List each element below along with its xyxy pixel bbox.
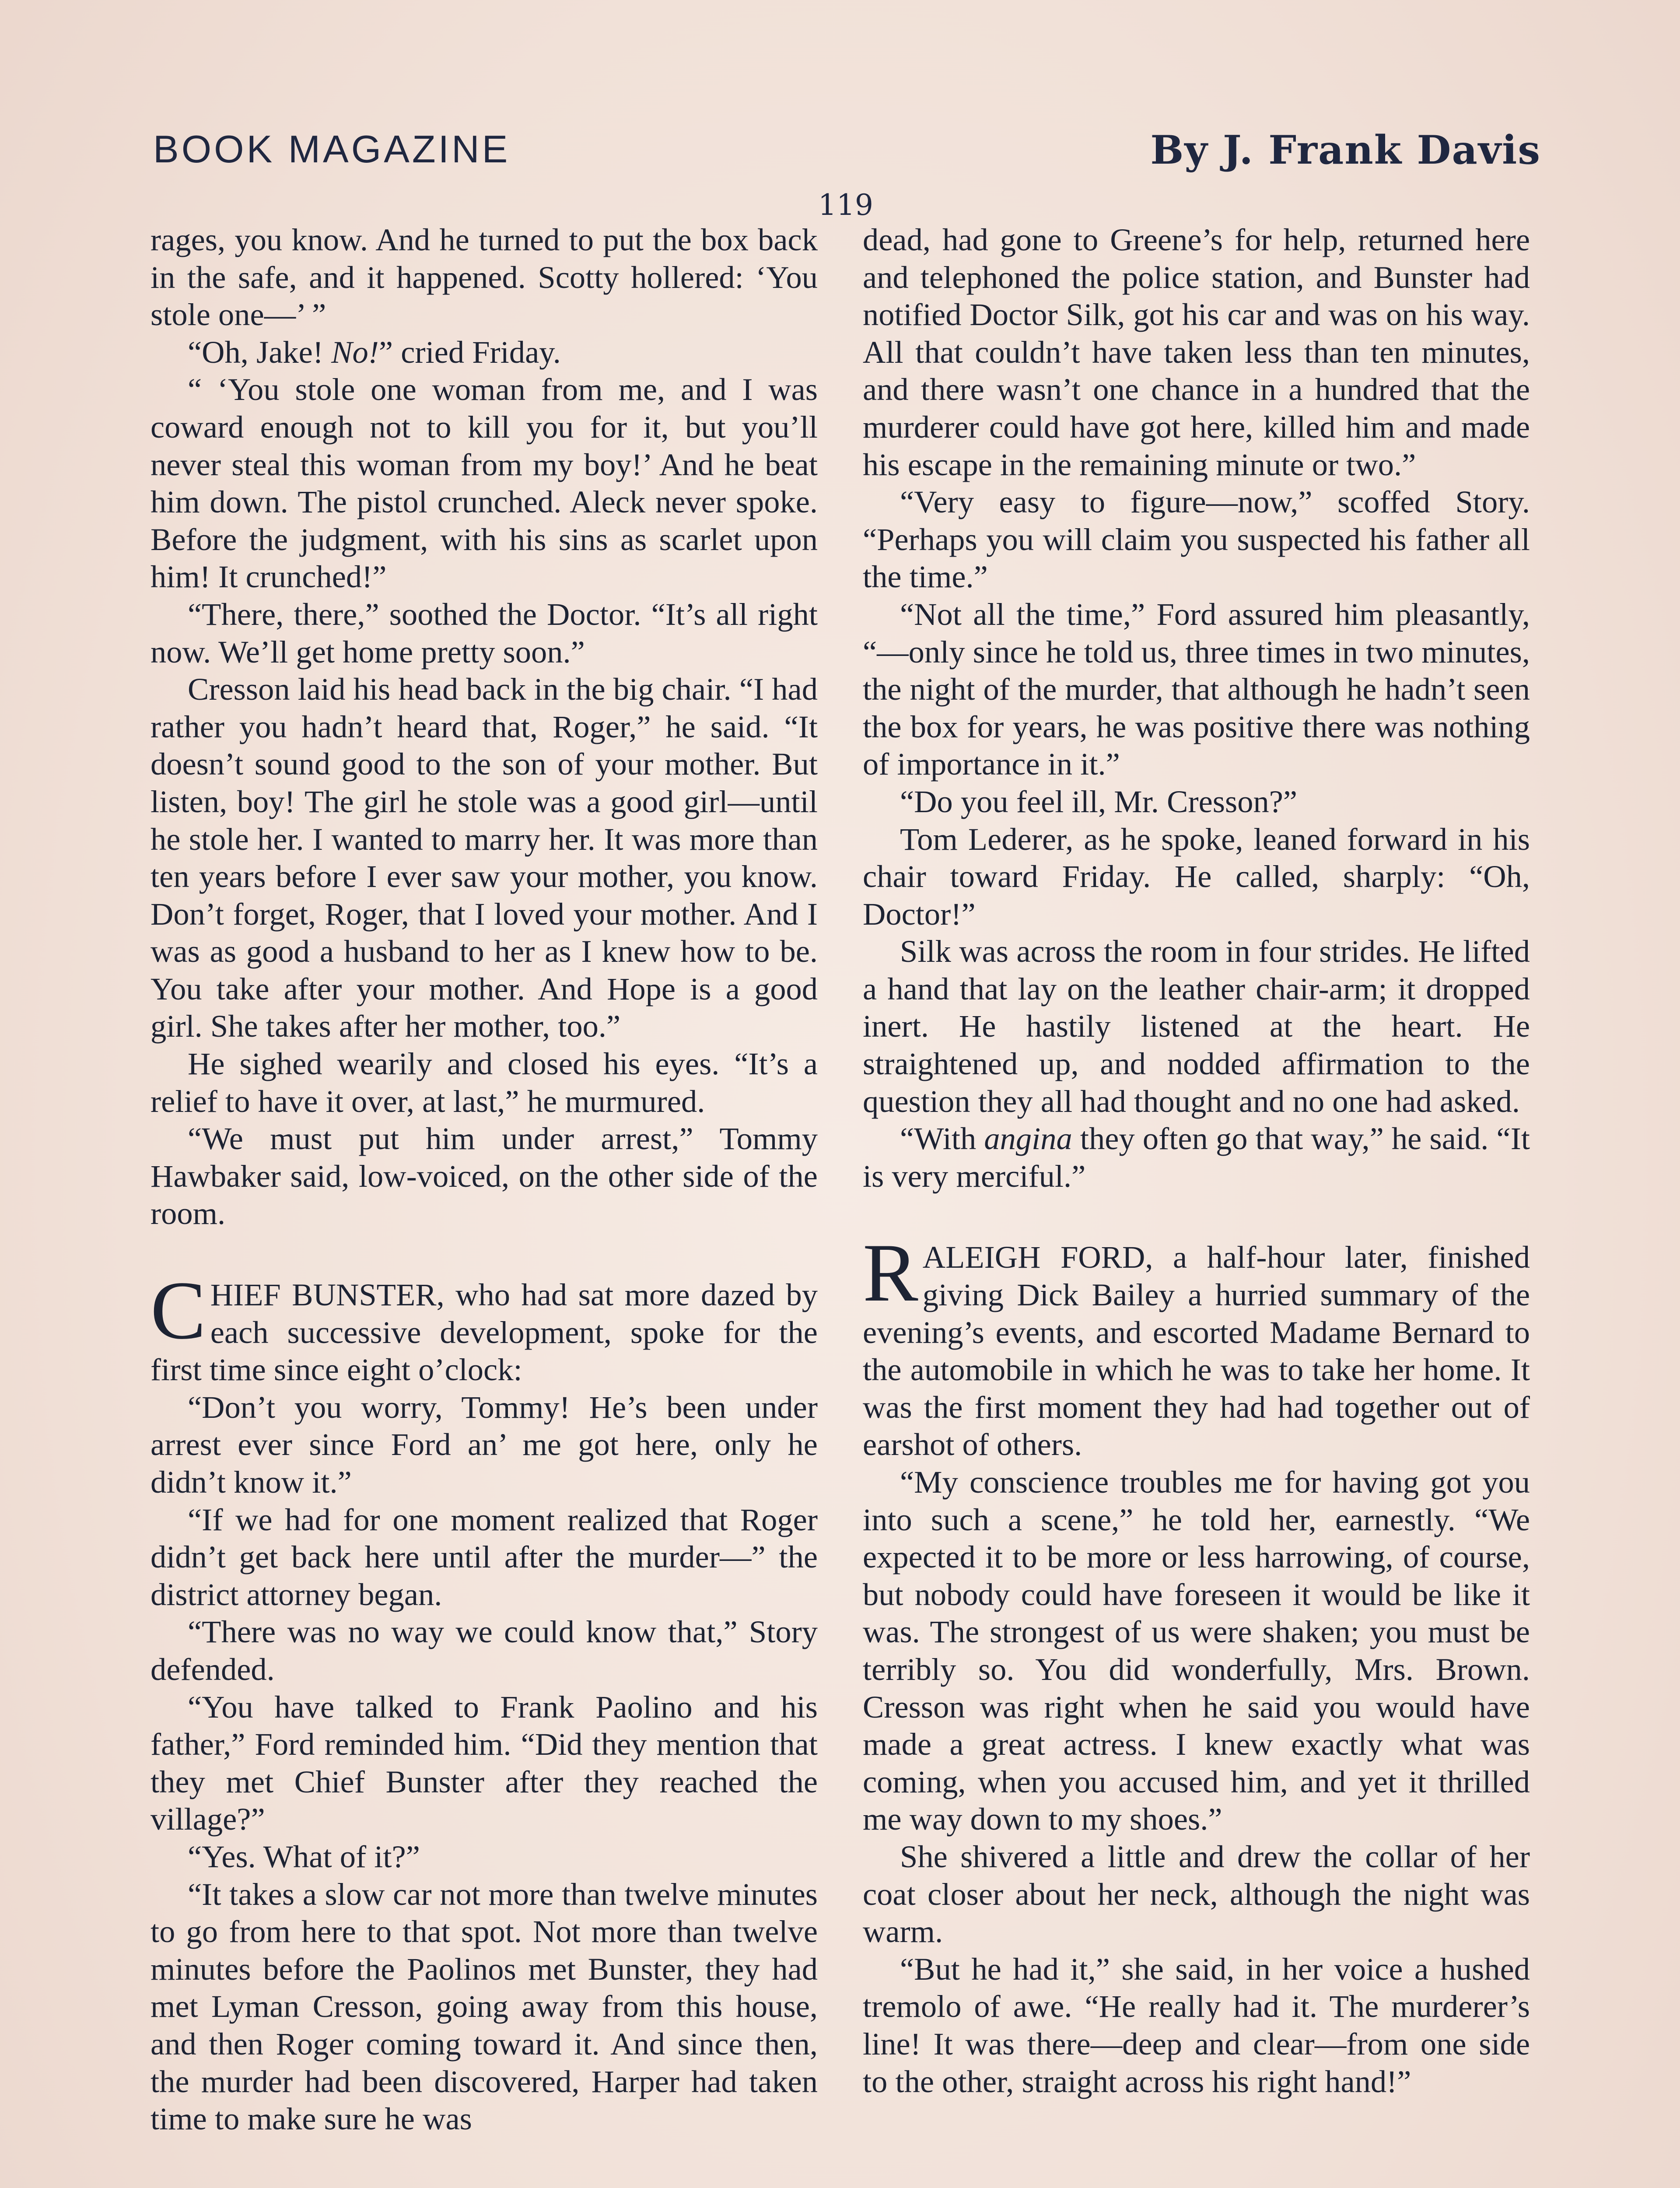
paragraph-text: they often go that way,” he said. “It is very merciful.” (863, 1121, 1530, 1194)
paragraph: “We must put him under arrest,” Tommy Hawbaker said, low-voiced, on the other side of the room. (150, 1121, 818, 1231)
paragraph: “But he had it,” she said, in her voice a hushed tremolo of awe. “He really had it. The murderer’s line! It was there—deep and clear—from one side to the other, straight across his right hand!” (863, 1951, 1530, 2099)
emphasis-text: angina (984, 1121, 1072, 1157)
section-opening-paragraph (863, 1227, 1530, 1463)
right-column (863, 221, 1530, 2100)
magazine-title: BOOK MAGAZINE (153, 127, 511, 171)
drop-cap: C (150, 1265, 206, 1357)
paragraph: “Don’t you worry, Tommy! He’s been under arrest ever since Ford an’ me got here, only he didn’t know it.” (150, 1389, 818, 1500)
paragraph: Silk was across the room in four strides. He lifted a hand that lay on the leather chair-arm; it dropped inert. He hastily listened at the heart. He straightened up, and nodded affirmation to the question they all had thought and no one had asked. (863, 933, 1530, 1119)
emphasis-text: No! (331, 334, 379, 370)
paragraph: “It takes a slow car not more than twelve minutes to go from here to that spot. Not more than twelve minutes before the Paolinos met Bunster, they had met Lyman Cresson, going away from this house, and then Roger coming toward it. And since then, the murder had been discovered, Harper had taken time to make sure he was (150, 1876, 818, 2137)
paragraph: “Yes. What of it?” (188, 1838, 420, 1874)
section-opening-paragraph (150, 1265, 818, 1389)
page-number: 119 (818, 188, 873, 222)
paragraph: “My conscience troubles me for having got you into such a scene,” he told her, earnestly. “We expected it to be more or less harrowing, of course, but nobody could have foreseen it would be like it was. The strongest of us were shaken; you must be terribly so. You did wonderfully, Mrs. Brown. Cresson was right when he said you would have made a great actress. I knew exactly what was coming, when you accused him, and yet it thrilled me way down to my shoes.” (863, 1464, 1530, 1837)
paragraph: “There was no way we could know that,” Story defended. (150, 1614, 818, 1687)
left-column (150, 221, 818, 2138)
paragraph: Tom Lederer, as he spoke, leaned forward in his chair toward Friday. He called, sharply: “Oh, Doctor!” (863, 821, 1530, 932)
paragraph-text: ALEIGH FORD, a half-hour later, finished giving Dick Bailey a hurried summary of the evening’s events, and escorted Madame Bernard to the automobile in which he was to take her home. It was the first moment they had had together out of earshot of others. (863, 1239, 1530, 1462)
paragraph: “Do you feel ill, Mr. Cresson?” (900, 783, 1298, 819)
paragraph: “Very easy to figure—now,” scoffed Story. “Perhaps you will claim you suspected his father all the time.” (863, 484, 1530, 595)
paragraph: “Not all the time,” Ford assured him pleasantly, “—only since he told us, three times in two minutes, the night of the murder, that although he hadn’t seen the box for years, he was positive there was nothing of importance in it.” (863, 596, 1530, 782)
paragraph: “If we had for one moment realized that Roger didn’t get back here until after the murder—” the district attorney began. (150, 1501, 818, 1612)
paragraph: “There, there,” soothed the Doctor. “It’s all right now. We’ll get home pretty soon.” (150, 596, 818, 670)
paragraph: rages, you know. And he turned to put the box back in the safe, and it happened. Scotty hollered: ‘You stole one—’ ” (150, 222, 818, 333)
paragraph: He sighed wearily and closed his eyes. “It’s a relief to have it over, at last,” he murmured. (150, 1046, 818, 1119)
section-break (150, 1232, 818, 1276)
paragraph (863, 1120, 1530, 1195)
paragraph-text: ” cried Friday. (378, 334, 561, 370)
paragraph: Cresson laid his head back in the big chair. “I had rather you hadn’t heard that, Roger,” he said. “It doesn’t sound good to the son of your mother. But listen, boy! The girl he stole was a good girl—until he stole her. I wanted to marry her. It was more than ten years before I ever saw your mother, you know. Don’t forget, Roger, that I loved your mother. And I was as good a husband to her as I knew how to be. You take after your mother. And Hope is a good girl. She takes after her mother, too.” (150, 671, 818, 1044)
paragraph-text: “With (900, 1121, 984, 1157)
author-byline: By J. Frank Davis (1150, 127, 1541, 173)
section-break (863, 1195, 1530, 1238)
paragraph-text: “Oh, Jake! (188, 334, 332, 370)
drop-cap: R (863, 1227, 918, 1319)
paragraph: “You have talked to Frank Paolino and his father,” Ford reminded him. “Did they mention that they met Chief Bunster after they reached the village?” (150, 1689, 818, 1837)
paragraph-text: HIEF BUNSTER, who had sat more dazed by each successive development, spoke for the first time since eight o’clock: (150, 1277, 818, 1388)
paragraph: dead, had gone to Greene’s for help, returned here and telephoned the police station, and Bunster had notified Doctor Silk, got his car and was on his way. All that couldn’t have taken less than ten minutes, and there wasn’t one chance in a hundred that the murderer could have got here, killed him and made his escape in the remaining minute or two.” (863, 222, 1530, 482)
paragraph: She shivered a little and drew the collar of her coat closer about her neck, although the night was warm. (863, 1838, 1530, 1950)
paragraph (150, 333, 818, 371)
paragraph: “ ‘You stole one woman from me, and I was coward enough not to kill you for it, but you’ll never steal this woman from my boy!’ And he beat him down. The pistol crunched. Aleck never spoke. Before the judgment, with his sins as scarlet upon him! It crunched!” (150, 372, 818, 595)
